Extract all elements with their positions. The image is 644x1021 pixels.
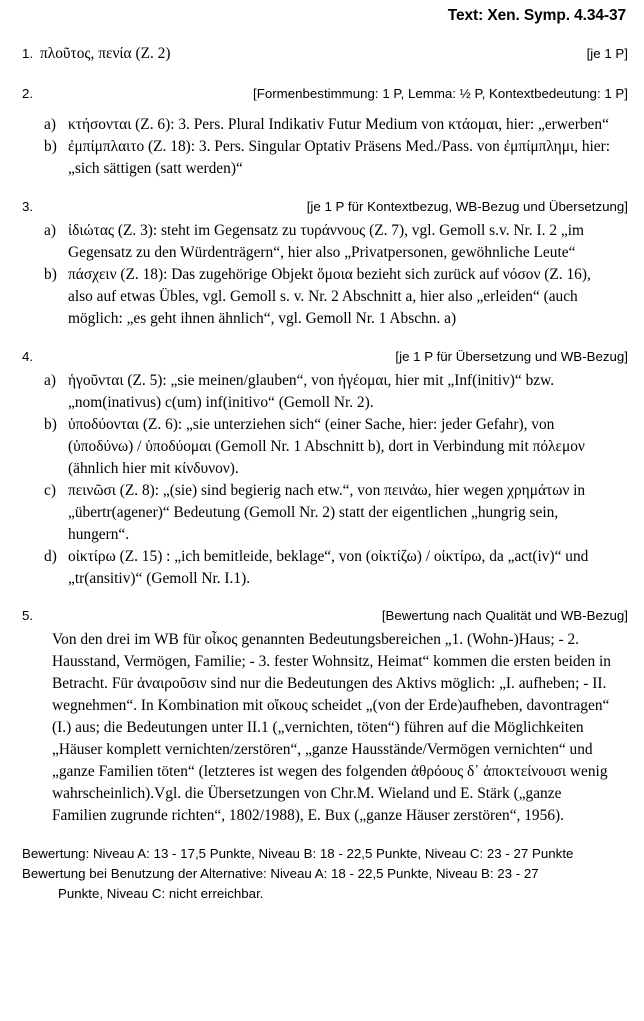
task-1-number: 1. (22, 46, 34, 61)
grading-line-1: Bewertung: Niveau A: 13 - 17,5 Punkte, Niveau B: 18 - 22,5 Punkte, Niveau C: 23 - 27 Punkte (22, 846, 574, 862)
sub-marker: c) (44, 481, 56, 499)
task-2-annotation: [Formenbestimmung: 1 P, Lemma: ½ P, Kontextbedeutung: 1 P] (253, 86, 628, 102)
list-item (14, 136, 630, 180)
sub-marker: b) (44, 415, 57, 433)
sub-marker: b) (44, 138, 57, 156)
sub-marker: a) (44, 222, 56, 240)
spacer (14, 67, 630, 84)
grading-scale (14, 844, 630, 905)
task-4-header (14, 347, 630, 368)
page-title: Text: Xen. Symp. 4.34-37 (447, 7, 626, 24)
task-5-paragraph: Von den drei im WB für οἶκος genannten Bedeutungsbereichen „1. (Wohn-)Haus; - 2. Hausstand, Vermögen, Familie; - 3. fester Wohnsitz, Heimat“ kommen die ersten beiden in Betracht. Für ἀναιροῦσιν sind nur die Bedeutungen des Aktivs möglich: „I. aufheben; - II. wegnehmen“. In Kombination mit οἴκους scheidet „(von der Erde)aufheben, davontragen“ (I.) aus; die Bedeutungen unter II.1 („vernichten, töten“) führen auf die Möglichkeiten „Häuser komplett vernichten/zerstören“, „ganze Hausstände/Vermögen vernichten“ und „ganze Familien töten“ (letzteres ist wegen des folgenden ἀθρόους δ᾽ ἀποκτείνουσι wenig wahrscheinlich).Vgl. die Übersetzungen von Chr.M. Wieland und E. Stärk („ganze Familien zugrunde richten“, 1802/1988), E. Bux („ganze Häuser zerstören“, 1956). (52, 631, 611, 825)
task-1 (14, 43, 630, 65)
sub-marker: a) (44, 116, 56, 134)
task-3-annotation: [je 1 P für Kontextbezug, WB-Bezug und Übersetzung] (306, 199, 628, 215)
sub-text: ὑποδύονται (Z. 6): „sie unterziehen sich“ (einer Sache, hier: jeder Gefahr), von (ὑποδύνω) / ὑποδύομαι (Gemoll Nr. 1 Abschnitt b), dort in Verbindung mit πόλεμον (ähnlich hier mit κίνδυνον). (68, 415, 585, 477)
sub-text: ἐμπίμπλαιτο (Z. 18): 3. Pers. Singular Optativ Präsens Med./Pass. von ἐμπίμπλημι, hier: „sich sättigen (satt werden)“ (68, 138, 611, 178)
list-item (14, 546, 630, 590)
task-5-number: 5. (22, 608, 34, 624)
task-2 (14, 84, 630, 180)
grading-line-3: Punkte, Niveau C: nicht erreichbar. (58, 886, 264, 902)
sub-text: πεινῶσι (Z. 8): „(sie) sind begierig nach etw.“, von πεινάω, hier wegen χρημάτων in „übertr(agener)“ Bedeutung (Gemoll Nr. 2) statt der eigentlichen „hungrig sein, hungern“. (68, 481, 586, 543)
list-item (14, 264, 630, 330)
task-5-annotation: [Bewertung nach Qualität und WB-Bezug] (381, 608, 628, 624)
task-3-number: 3. (22, 199, 34, 215)
grading-line-2: Bewertung bei Benutzung der Alternative: Niveau A: 18 - 22,5 Punkte, Niveau B: 23 - 27 (22, 866, 539, 882)
task-4-annotation: [je 1 P für Übersetzung und WB-Bezug] (395, 348, 628, 364)
task-1-header (14, 43, 630, 65)
list-item (14, 220, 630, 264)
list-item (14, 370, 630, 414)
task-2-header (14, 84, 630, 105)
sub-text: οἰκτίρω (Z. 15) : „ich bemitleide, beklage“, von (οἰκτίζω) / οἰκτίρω, da „act(iv)“ und „tr(ansitiv)“ (Gemoll Nr. I.1). (68, 547, 589, 587)
task-4-subitems (14, 370, 630, 590)
spacer (14, 330, 630, 347)
task-4 (14, 347, 630, 590)
list-item (14, 414, 630, 480)
task-5-header (14, 606, 630, 627)
task-2-number: 2. (22, 86, 34, 102)
task-1-annotation: [je 1 P] (586, 46, 628, 61)
sub-text: ἰδιώτας (Z. 3): steht im Gegensatz zu τυράννους (Z. 7), vgl. Gemoll s.v. Nr. I. 2 „im Gegensatz zu den Würdenträgern“, hier also „Privatpersonen, gewöhnliche Leute“ (68, 222, 584, 262)
sub-text: πάσχειν (Z. 18): Das zugehörige Objekt ὅμοια bezieht sich zurück auf νόσον (Z. 16), also auf etwas Übles, vgl. Gemoll s. v. Nr. 2 Abschnitt a, hier also „erleiden“ (auch möglich: „es geht ihnen ähnlich“, vgl. Gemoll Nr. 1 Abschn. a) (68, 266, 591, 327)
task-4-number: 4. (22, 348, 34, 364)
spacer (14, 827, 630, 844)
task-3-header (14, 197, 630, 218)
task-3 (14, 197, 630, 330)
sub-text: ἡγοῦνται (Z. 5): „sie meinen/glauben“, von ἡγέομαι, hier mit „Inf(initiv)“ bzw. „nom(inativus) c(um) inf(initivo“ (Gemoll Nr. 2). (68, 371, 555, 411)
sub-text: κτήσονται (Z. 6): 3. Pers. Plural Indikativ Futur Medium von κτάομαι, hier: „erwerben“ (68, 116, 609, 134)
spacer (14, 107, 630, 114)
sub-marker: d) (44, 547, 57, 565)
spacer (14, 589, 630, 606)
task-1-text: πλοῦτος, πενία (Z. 2) (40, 45, 171, 62)
task-3-subitems (14, 220, 630, 330)
list-item (14, 480, 630, 546)
spacer (14, 180, 630, 197)
task-5 (14, 606, 630, 827)
sub-marker: a) (44, 371, 56, 389)
task-2-subitems (14, 114, 630, 180)
list-item (14, 114, 630, 136)
sub-marker: b) (44, 266, 57, 284)
